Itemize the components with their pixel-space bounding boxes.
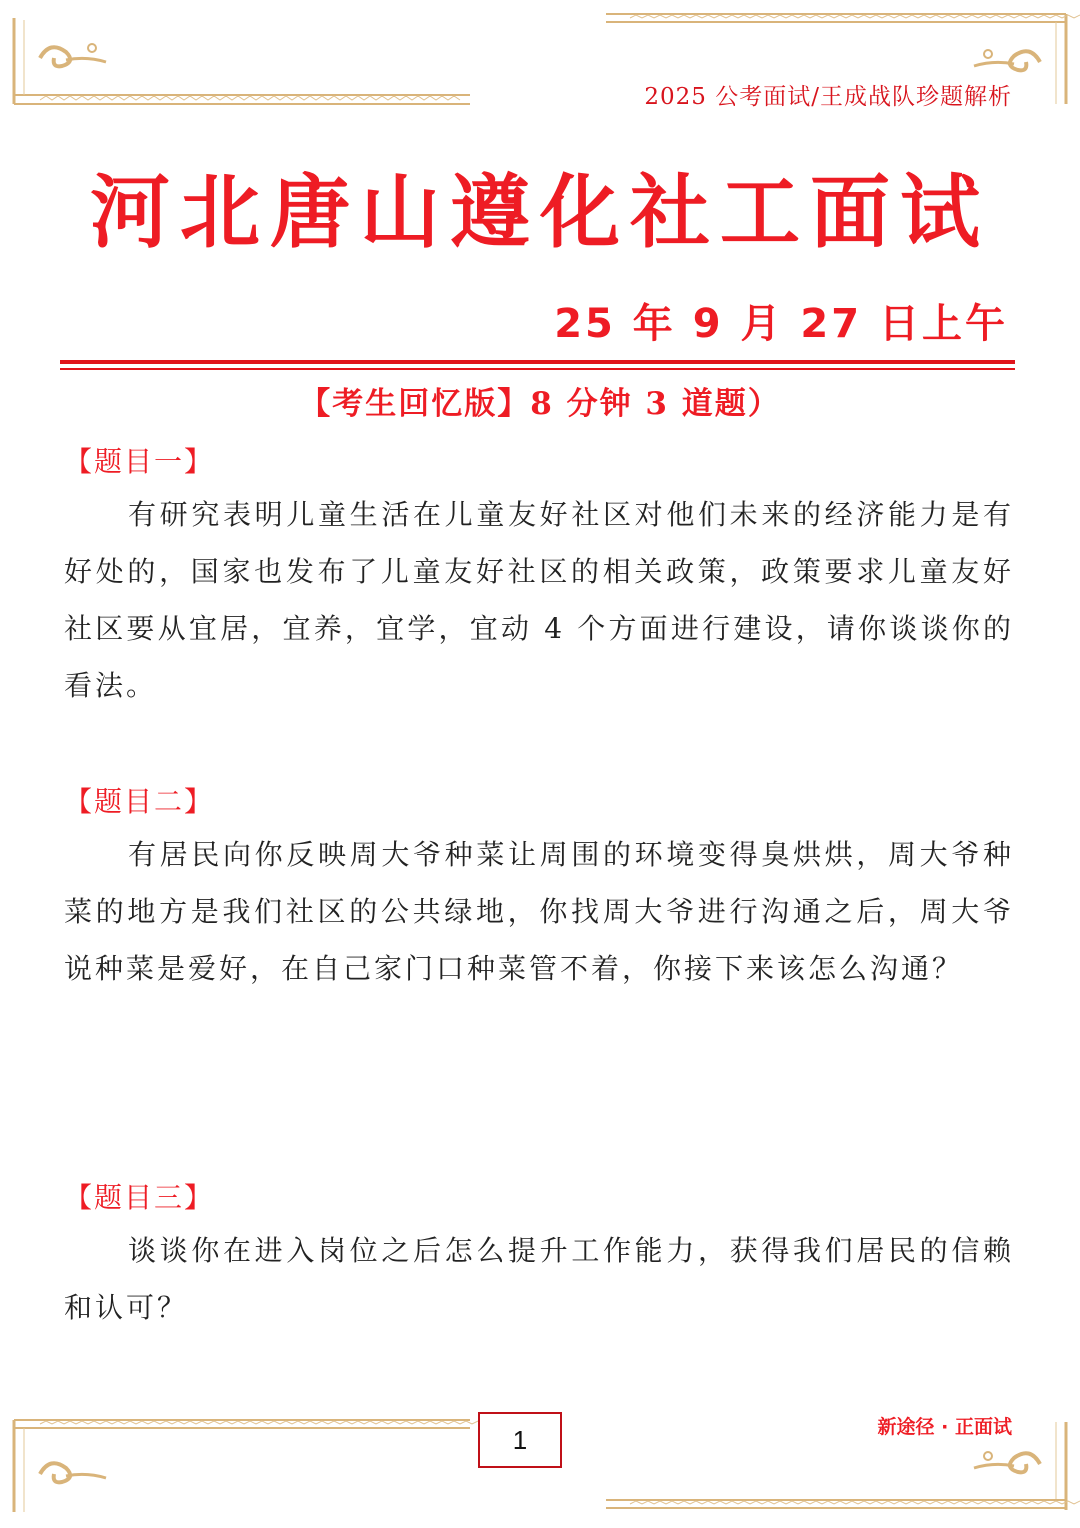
question-1-label: 【题目一】 bbox=[64, 445, 215, 478]
subtitle-format: 8 分钟 3 道题） bbox=[530, 386, 781, 422]
subtitle bbox=[0, 378, 1080, 423]
question-2-label: 【题目二】 bbox=[64, 785, 215, 818]
interview-date: 25 年 9 月 27 日上午 bbox=[554, 301, 1008, 347]
question-3-text: 谈谈你在进入岗位之后怎么提升工作能力，获得我们居民的信赖和认可？ bbox=[64, 1234, 1014, 1324]
border-ornament-bottom-left bbox=[0, 1412, 480, 1528]
divider-thin bbox=[60, 368, 1015, 370]
footer-slogan: 新途径 · 正面试 bbox=[877, 1416, 1012, 1438]
page-number: 1 bbox=[478, 1412, 562, 1468]
subtitle-version: 【考生回忆版】 bbox=[299, 386, 531, 422]
page-title: 河北唐山遵化社工面试 bbox=[90, 165, 990, 259]
header-tag: 2025 公考面试/王成战队珍题解析 bbox=[644, 84, 1012, 110]
divider-thick bbox=[60, 360, 1015, 364]
question-1-text: 有研究表明儿童生活在儿童友好社区对他们未来的经济能力是有好处的，国家也发布了儿童友好社区的相关政策，政策要求儿童友好社区要从宜居，宜养，宜学，宜动 4 个方面进行建设，请你谈谈你的看法。 bbox=[64, 498, 1014, 702]
border-ornament-top-left bbox=[0, 0, 480, 115]
question-3-label: 【题目三】 bbox=[64, 1181, 215, 1214]
question-2-text: 有居民向你反映周大爷种菜让周围的环境变得臭烘烘，周大爷种菜的地方是我们社区的公共绿地，你找周大爷进行沟通之后，周大爷说种菜是爱好，在自己家门口种菜管不着，你接下来该怎么沟通？ bbox=[64, 838, 1014, 985]
